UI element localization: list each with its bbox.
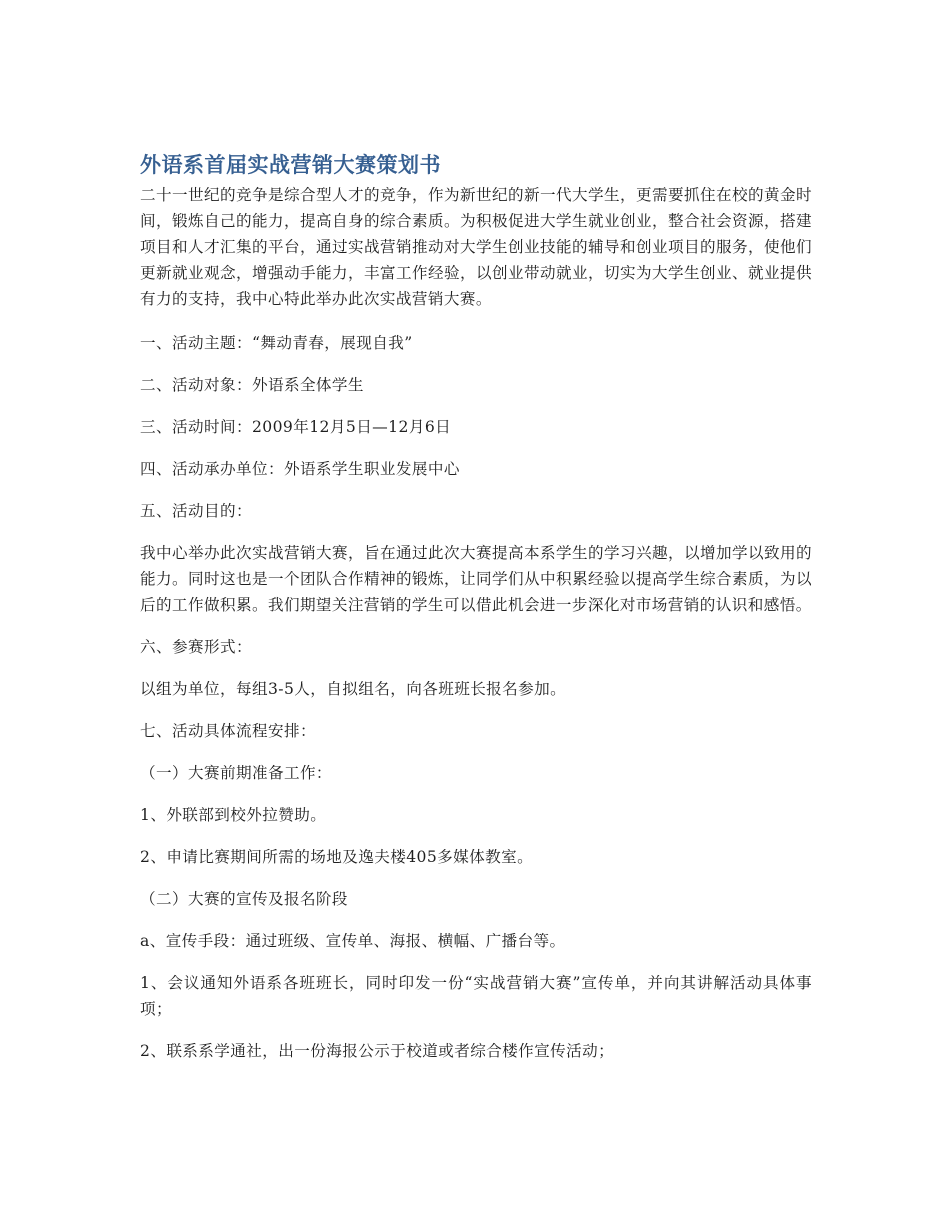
purpose-paragraph: 我中心举办此次实战营销大赛，旨在通过此次大赛提高本系学生的学习兴趣，以增加学以致用的能力。同时这也是一个团队合作精神的锻炼，让同学们从中积累经验以提高学生综合素质，为以后的工作做积累。我们期望关注营销的学生可以借此机会进一步深化对市场营销的认识和感悟。 [140,544,812,614]
purpose-heading: 五、活动目的： [140,502,252,520]
time-line: 三、活动时间：2009年12月5日—12月6日 [140,418,452,436]
promo-item-2: 2、联系系学通社，出一份海报公示于校道或者综合楼作宣传活动； [140,1042,615,1060]
theme-line: 一、活动主题：“舞动青春，展现自我” [140,334,413,352]
format-heading: 六、参赛形式： [140,638,252,656]
prep-item-1: 1、外联部到校外拉赞助。 [140,806,327,824]
promo-means: a、宣传手段：通过班级、宣传单、海报、横幅、广播台等。 [140,932,566,950]
prep-heading: （一）大赛前期准备工作： [140,764,332,782]
document-title: 外语系首届实战营销大赛策划书 [140,153,441,177]
process-heading: 七、活动具体流程安排： [140,722,316,740]
format-paragraph: 以组为单位，每组3-5人，自拟组名，向各班班长报名参加。 [140,680,567,698]
promo-heading: （二）大赛的宣传及报名阶段 [140,890,348,908]
target-line: 二、活动对象：外语系全体学生 [140,376,364,394]
prep-item-2: 2、申请比赛期间所需的场地及逸夫楼405多媒体教室。 [140,848,534,866]
organizer-line: 四、活动承办单位：外语系学生职业发展中心 [140,460,460,478]
promo-item-1: 1、会议通知外语系各班班长，同时印发一份“实战营销大赛”宣传单，并向其讲解活动具体事项； [140,974,812,1018]
document-body [140,150,812,1080]
intro-paragraph: 二十一世纪的竞争是综合型人才的竞争，作为新世纪的新一代大学生，更需要抓住在校的黄金时间，锻炼自己的能力，提高自身的综合素质。为积极促进大学生就业创业，整合社会资源，搭建项目和人才汇集的平台，通过实战营销推动对大学生创业技能的辅导和创业项目的服务，使他们更新就业观念，增强动手能力，丰富工作经验，以创业带动就业，切实为大学生创业、就业提供有力的支持，我中心特此举办此次实战营销大赛。 [140,186,812,308]
